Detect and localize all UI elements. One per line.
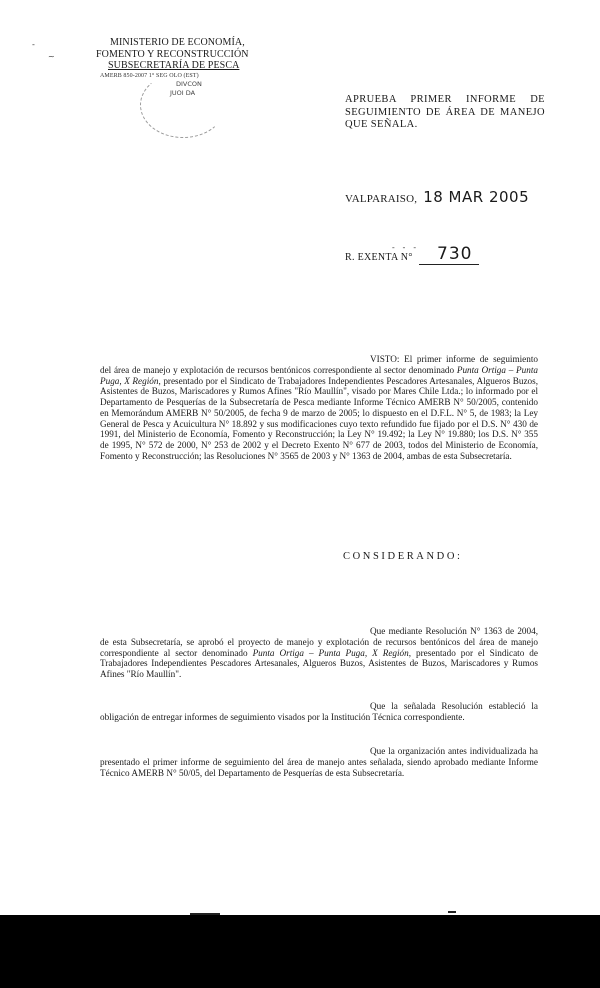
scan-speck [448, 911, 456, 913]
date-value: 18 MAR 2005 [423, 188, 530, 206]
scan-mark: ~ [48, 52, 55, 61]
letterhead-reference: AMERB 850-2007 1° SEG OLO (EST) [100, 72, 199, 79]
resolution-number: 730 [419, 244, 479, 265]
letterhead-ministry: MINISTERIO DE ECONOMÍA, [110, 37, 245, 48]
stamp-text: DIVCON [176, 80, 202, 88]
visto-sector: Punta Ortiga – Punta Puga, X Región [100, 364, 538, 386]
date-line [345, 188, 529, 206]
document-subject: APRUEBA PRIMER INFORME DE SEGUIMIENTO DE ÁREA DE MANEJO QUE SEÑALA. [345, 94, 545, 130]
considerando-heading: CONSIDERANDO: [343, 551, 463, 562]
considerando-paragraph-2: Que la señalada Resolución estableció la obligación de entregar informes de seguimiento visados por la Institución Técnica correspondiente. [100, 701, 538, 722]
considerando-1-lead: Que mediante Resolución N° 1363 de 2004, de esta Subsecretaría, se aprobó el proyecto de manejo y explotación de recursos bentónicos del área de manejo correspondiente al sector denominado [100, 626, 538, 658]
scan-bottom-border [0, 915, 600, 988]
resolution-line [345, 244, 473, 264]
scan-mark: - [32, 40, 35, 49]
resolution-label: R. EXENTA N° [345, 252, 413, 263]
considerando-paragraph-1 [100, 626, 538, 680]
stamp-text: JUOI DA [170, 89, 196, 97]
scan-mark: - - - [392, 243, 419, 252]
visto-lead: VISTO: El primer informe de seguimiento del área de manejo y explotación de recursos bentónicos correspondiente al sector denominado [100, 354, 538, 375]
office-stamp [140, 72, 230, 142]
considerando-1-rest: , presentado por el Sindicato de Trabajadores Independientes Pescadores Artesanales, Algueros Buzos, Asistentes de Buzos, Mariscadores y Rumos Afines "Río Maullín". [100, 647, 538, 679]
visto-paragraph [100, 354, 538, 462]
letterhead-ministry-line2: FOMENTO Y RECONSTRUCCIÓN [96, 48, 249, 60]
letterhead-subsecretaria: SUBSECRETARÍA DE PESCA [108, 60, 240, 71]
considerando-1-sector: Punta Ortiga – Punta Puga, X Región [252, 647, 409, 658]
visto-rest: , presentado por el Sindicato de Trabajadores Independientes Pescadores Artesanales, Algueros Buzos, Asistentes de Buzos, Mariscadores y Rumos Afines "Río Maullín", visado por Mares Chile Ltda.; lo informado por el Departamento de Pesquerías de la Subsecretaría de Pesca mediante Informe Técnico AMERB N° 50/2005, contenido en Memorándum AMERB N° 50/2005, de fecha 9 de marzo de 2005; lo dispuesto en el D.F.L. N° 5, de 1983; la Ley General de Pesca y Acuicultura N° 18.892 y sus modificaciones cuyo texto refundido fue fijado por el D.S. N° 430 de 1991, del Ministerio de Economía, Fomento y Reconstrucción; la Ley N° 19.492; la Ley N° 19.880; los D.S. N° 355 de 1995, N° 572 de 2000, N° 253 de 2002 y el Decreto Exento N° 677 de 2003, todos del Ministerio de Economía, Fomento y Reconstrucción; las Resoluciones N° 3565 de 2003 y N° 1363 de 2004, ambas de esta Subsecretaría. [100, 375, 539, 461]
date-city: VALPARAISO, [345, 193, 418, 205]
considerando-paragraph-3: Que la organización antes individualizada ha presentado el primer informe de seguimiento del área de manejo antes señalada, siendo aprobado mediante Informe Técnico AMERB N° 50/05, del Departamento de Pesquerías de esta Subsecretaría. [100, 746, 538, 778]
